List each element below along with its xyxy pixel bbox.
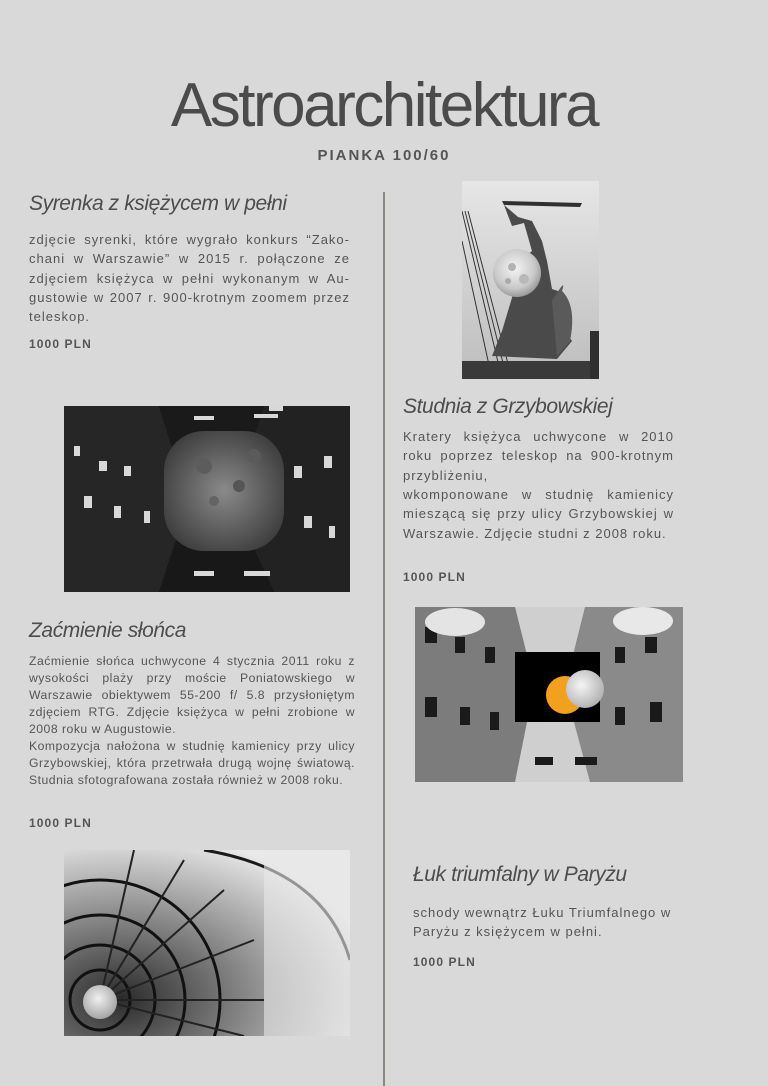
mermaid-moon-photo: [462, 181, 599, 379]
item-title-zacmienie: Zaćmienie słońca: [29, 619, 187, 642]
item-price-studnia: 1000 PLN: [403, 570, 466, 584]
item-price-syrenka: 1000 PLN: [29, 337, 92, 351]
courtyard-moon-photo: [64, 406, 350, 592]
staircase-moon-photo: [64, 850, 350, 1036]
item-price-zacmienie: 1000 PLN: [29, 816, 92, 830]
item-title-studnia: Studnia z Grzybowskiej: [403, 395, 613, 418]
item-description-luk: schody wewnątrz Łuku Triumfalnego w Paryżu z księżycem w pełni.: [413, 905, 672, 940]
courtyard-eclipse-photo: [415, 607, 683, 782]
item-description-zacmienie-2: Kompozycja nałożona w studnię kamienicy przy ulicy Grzybowskiej, która przetrwała drugą wojnę światową. Studnia sfotografowana została również w 2008 roku.: [29, 739, 355, 787]
item-price-luk: 1000 PLN: [413, 955, 476, 969]
item-description-studnia: Kratery księżyca uchwycone w 2010 roku poprzez teleskop na 900-krotnym przybliżeniu,: [403, 429, 674, 483]
page-title: Astroarchitektura: [170, 71, 598, 140]
item-title-syrenka: Syrenka z księżycem w pełni: [29, 192, 287, 215]
item-description-studnia-2: wkomponowane w studnię kamienicy mieszącą się przy ulicy Grzybowskiej w Warszawie. Zdjęcie studni z 2008 roku.: [403, 487, 674, 541]
item-description-zacmienie: Zaćmienie słońca uchwycone 4 stycznia 2011 roku z wysokości plaży przy moście Poniatowskiego w Warszawie obiektywem 55-200 f/ 5.8 przysłoniętym zdjęciem RTG. Zdjęcie księżyca w pełni zrobione w 2008 roku w Augustowie.: [29, 654, 355, 736]
item-title-luk: Łuk triumfalny w Paryżu: [413, 863, 627, 886]
page-subtitle: PIANKA 100/60: [317, 147, 451, 164]
column-divider: [383, 192, 385, 1086]
item-description-syrenka: zdjęcie syrenki, które wygrało konkurs “Zako-chani w Warszawie” w 2015 r. połączone ze zdjęciem księżyca w pełni wykonanym w Au-gustowie w 2007 r. 900-krotnym zoomem przez teleskop.: [29, 232, 350, 325]
